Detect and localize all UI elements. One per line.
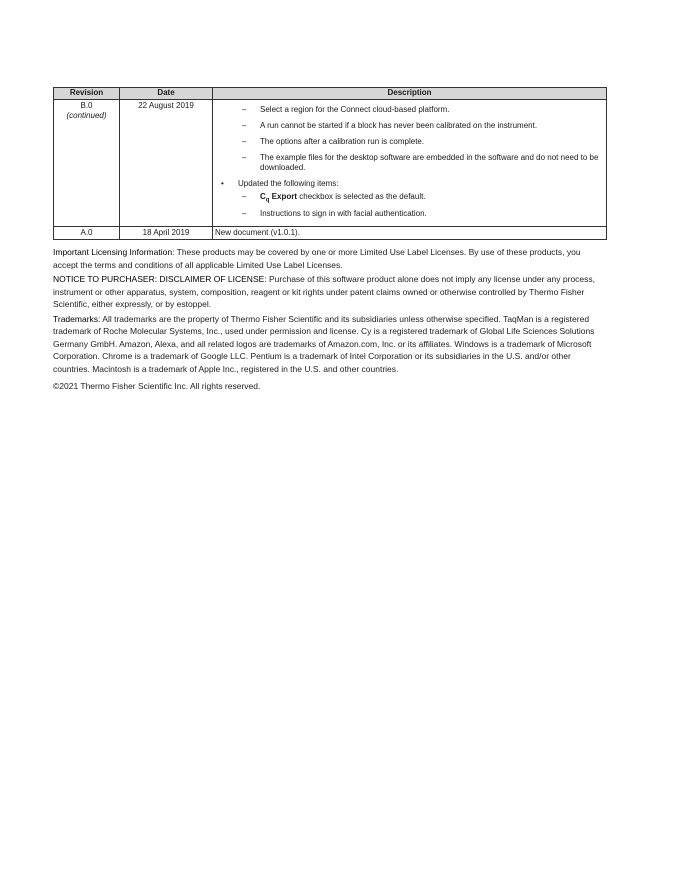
list-item xyxy=(242,192,603,205)
list-item-text: The options after a calibration run is complete. xyxy=(260,137,425,146)
list-item-text: Select a region for the Connect cloud-based platform. xyxy=(260,105,450,114)
list-item xyxy=(242,137,603,147)
revision-cell xyxy=(54,100,120,227)
bullet-list xyxy=(216,179,603,219)
table-header-row xyxy=(54,88,607,100)
dash-marker: – xyxy=(242,121,247,130)
licensing-paragraph xyxy=(53,246,607,271)
bullet-marker: • xyxy=(221,179,224,188)
revision-history-table xyxy=(53,87,607,240)
column-header-revision: Revision xyxy=(54,88,120,100)
list-item xyxy=(242,209,603,219)
legal-notes xyxy=(53,246,607,393)
copyright-line: ©2021 Thermo Fisher Scientific Inc. All rights reserved. xyxy=(53,381,261,392)
list-item xyxy=(221,179,603,219)
dash-marker: – xyxy=(242,192,247,201)
date-cell: 18 April 2019 xyxy=(120,227,213,240)
revision-value: B.0 xyxy=(80,101,93,110)
trademarks-paragraph xyxy=(53,313,607,376)
notice-paragraph xyxy=(53,273,607,311)
revision-cell: A.0 xyxy=(54,227,120,240)
list-item xyxy=(242,121,603,131)
document-page xyxy=(53,87,607,395)
list-item xyxy=(242,153,603,173)
list-item-text: Instructions to sign in with facial authentication. xyxy=(260,209,427,219)
dash-marker: – xyxy=(242,137,247,146)
trademarks-text: : All trademarks are the property of Thermo Fisher Scientific and its subsidiaries unless otherwise specified. TaqMan is a registered trademark of Roche Molecular Systems, Inc., used under permission and license. Cy is a registered trademark of Global Life Sciences Solutions Germany GmbH. Amazon, Alexa, and all related logos are trademarks of Amazon.com, Inc. or its affiliates. Windows is a trademark of Microsoft Corporation. Chrome is a trademark of Google LLC. Pentium is a trademark of Intel Corporation or its subsidiaries in the U.S. and/or other countries. Macintosh is a trademark of Apple Inc., registered in the U.S. and other countries. xyxy=(53,313,595,374)
list-item xyxy=(242,105,603,115)
date-cell: 22 August 2019 xyxy=(120,100,213,227)
export-checkbox-label: $C_q$ Export xyxy=(260,192,298,204)
list-item-text: A run cannot be started if a block has never been calibrated on the instrument. xyxy=(260,121,538,130)
column-header-description: Description xyxy=(213,88,607,100)
notice-heading: NOTICE TO PURCHASER: DISCLAIMER OF LICENSE xyxy=(53,274,265,285)
list-item-text: The example files for the desktop software are embedded in the software and do not need to be downloaded. xyxy=(260,153,599,172)
description-cell xyxy=(213,100,607,227)
column-header-date: Date xyxy=(120,88,213,100)
notice-text: : Purchase of this software product alone does not imply any license under any process, instrument or other apparatus, system, composition, reagent or kit rights under patent claims owned or otherwise controlled by Thermo Fisher Scientific, either expressly, or by estoppel. xyxy=(53,274,596,310)
dash-marker: – xyxy=(242,153,247,162)
table-row xyxy=(54,227,607,240)
licensing-heading: Important Licensing Information xyxy=(53,247,173,258)
trademarks-heading: Trademarks xyxy=(53,313,99,324)
description-cell: New document (v1.0.1). xyxy=(213,227,607,240)
sub-dash-list xyxy=(238,192,603,219)
dash-list xyxy=(216,105,603,173)
revision-continued-note: (continued) xyxy=(66,111,107,120)
table-row xyxy=(54,100,607,227)
dash-marker: – xyxy=(242,209,247,219)
licensing-text: : These products may be covered by one or more Limited Use Label Licenses. By use of these products, you accept the terms and conditions of all applicable Limited Use Label Licenses. xyxy=(53,247,581,270)
dash-marker: – xyxy=(242,105,247,114)
list-item-text: Updated the following items: xyxy=(238,179,339,188)
list-item-text: checkbox is selected as the default. xyxy=(297,192,426,201)
